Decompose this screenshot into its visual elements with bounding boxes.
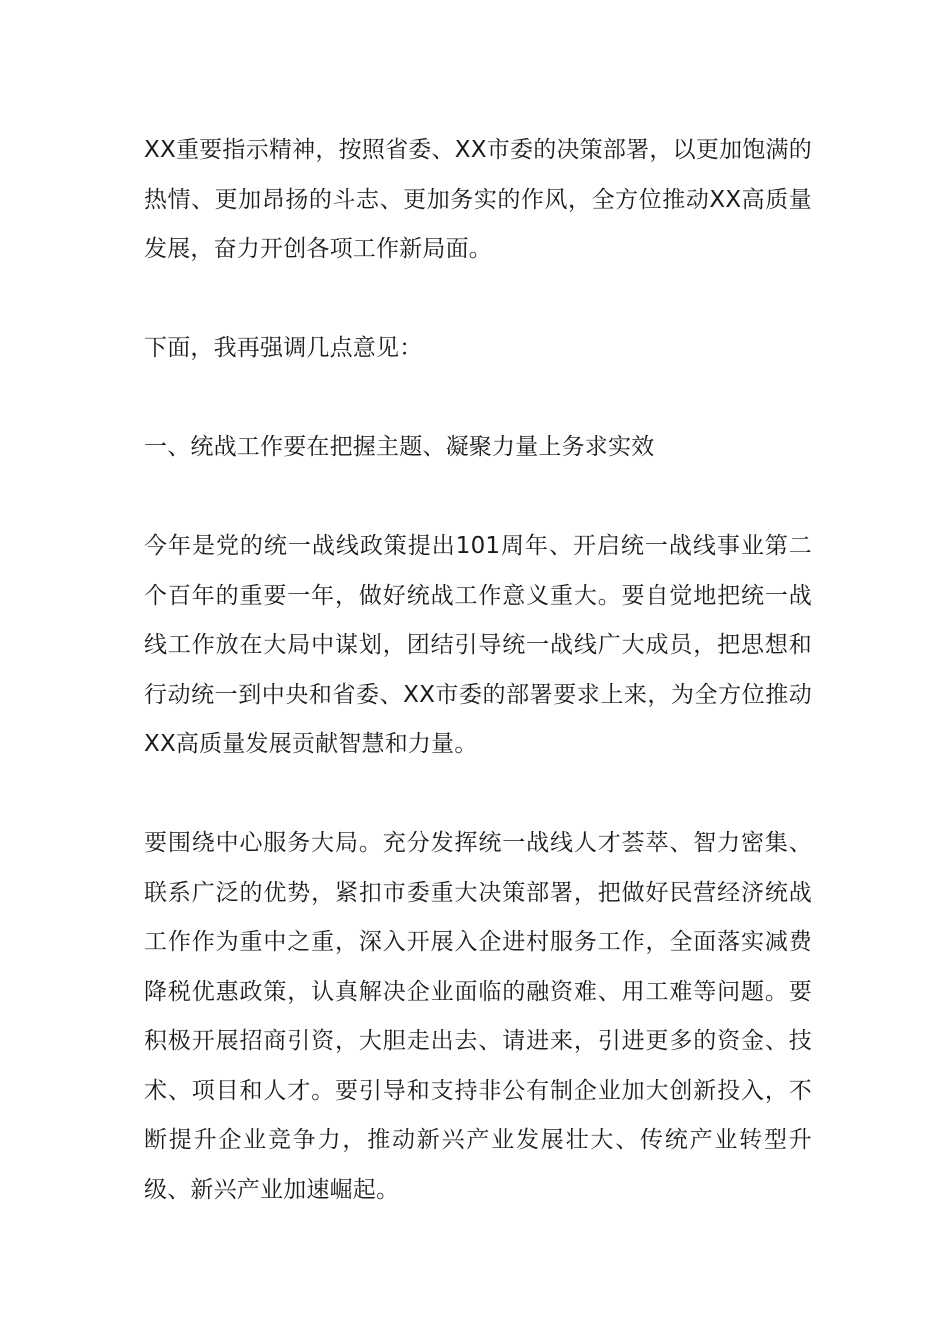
section-heading-1: 一、统战工作要在把握主题、凝聚力量上务求实效 (144, 434, 655, 460)
paragraph-section-1-serve-overall: 要围绕中心服务大局。充分发挥统一战线人才荟萃、智力密集、联系广泛的优势，紧扣市委重大决策部署，把做好民营经济统战工作作为重中之重，深入开展入企进村服务工作，全面落实减费降税优惠政策，认真解决企业面临的融资难、用工难等问题。要积极开展招商引资，大胆走出去、请进来，引进更多的资金、技术、项目和人才。要引导和支持非公有制企业加大创新投入，不断提升企业竞争力，推动新兴产业发展壮大、传统产业转型升级、新兴产业加速崛起。 (144, 830, 812, 1203)
document-body (144, 126, 812, 1265)
paragraph-intro-continuation: XX重要指示精神，按照省委、XX市委的决策部署，以更加饱满的热情、更加昂扬的斗志、更加务实的作风，全方位推动XX高质量发展，奋力开创各项工作新局面。 (144, 137, 812, 262)
paragraph-transition: 下面，我再强调几点意见： (144, 335, 423, 361)
paragraph-section-1-overview: 今年是党的统一战线政策提出101周年、开启统一战线事业第二个百年的重要一年，做好统战工作意义重大。要自觉地把统一战线工作放在大局中谋划，团结引导统一战线广大成员，把思想和行动统一到中央和省委、XX市委的部署要求上来，为全方位推动XX高质量发展贡献智慧和力量。 (144, 533, 812, 757)
